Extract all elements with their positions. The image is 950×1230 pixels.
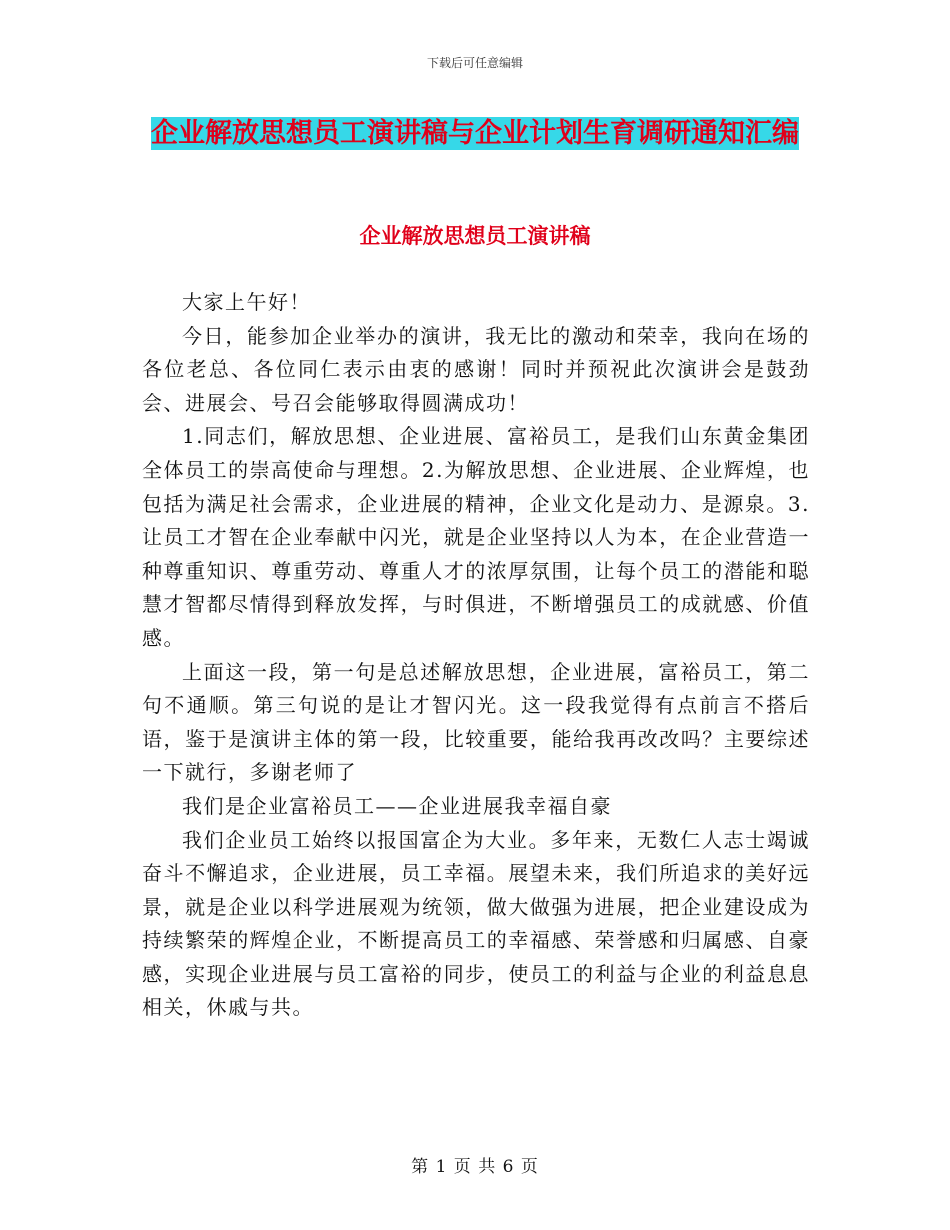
paragraph-opening: 今日，能参加企业举办的演讲，我无比的激动和荣幸，我向在场的各位老总、各位同仁表示由衷的感谢！同时并预祝此次演讲会是鼓劲会、进展会、号召会能够取得圆满成功！ — [142, 323, 810, 415]
paragraph-points: 1.同志们，解放思想、企业进展、富裕员工，是我们山东黄金集团全体员工的崇高使命与理想。2.为解放思想、企业进展、企业辉煌，也包括为满足社会需求，企业进展的精神，企业文化是动力、是源泉。3.让员工才智在企业奉献中闪光，就是企业坚持以人为本，在企业营造一种尊重知识、尊重劳动、尊重人才的浓厚氛围，让每个员工的潜能和聪慧才智都尽情得到释放发挥，与时俱进，不断增强员工的成就感、价值感。 — [142, 424, 810, 650]
document-title — [140, 110, 810, 158]
section-title: 企业解放思想员工演讲稿 — [359, 224, 591, 248]
paragraph-greeting: 大家上午好！ — [182, 290, 311, 314]
document-body — [142, 286, 810, 1025]
document-title-text: 企业解放思想员工演讲稿与企业计划生育调研通知汇编 — [151, 118, 799, 149]
paragraph-comment: 上面这一段，第一句是总述解放思想，企业进展，富裕员工，第二句不通顺。第三句说的是让才智闪光。这一段我觉得有点前言不搭后语，鉴于是演讲主体的第一段，比较重要，能给我再改改吗？主要综述一下就行，多谢老师了 — [142, 659, 810, 785]
paragraph-subheading: 我们是企业富裕员工——企业进展我幸福自豪 — [182, 793, 612, 818]
header-note: 下载后可任意编辑 — [426, 56, 523, 70]
paragraph-closing: 我们企业员工始终以报国富企为大业。多年来，无数仁人志士竭诚奋斗不懈追求，企业进展，员工幸福。展望未来，我们所追求的美好远景，就是企业以科学进展观为统领，做大做强为进展，把企业建设成为持续繁荣的辉煌企业，不断提高员工的幸福感、荣誉感和归属感、自豪感，实现企业进展与员工富裕的同步，使员工的利益与企业的利益息息相关，休戚与共。 — [142, 827, 810, 1020]
page-footer: 第 1 页 共 6 页 — [411, 1157, 539, 1177]
